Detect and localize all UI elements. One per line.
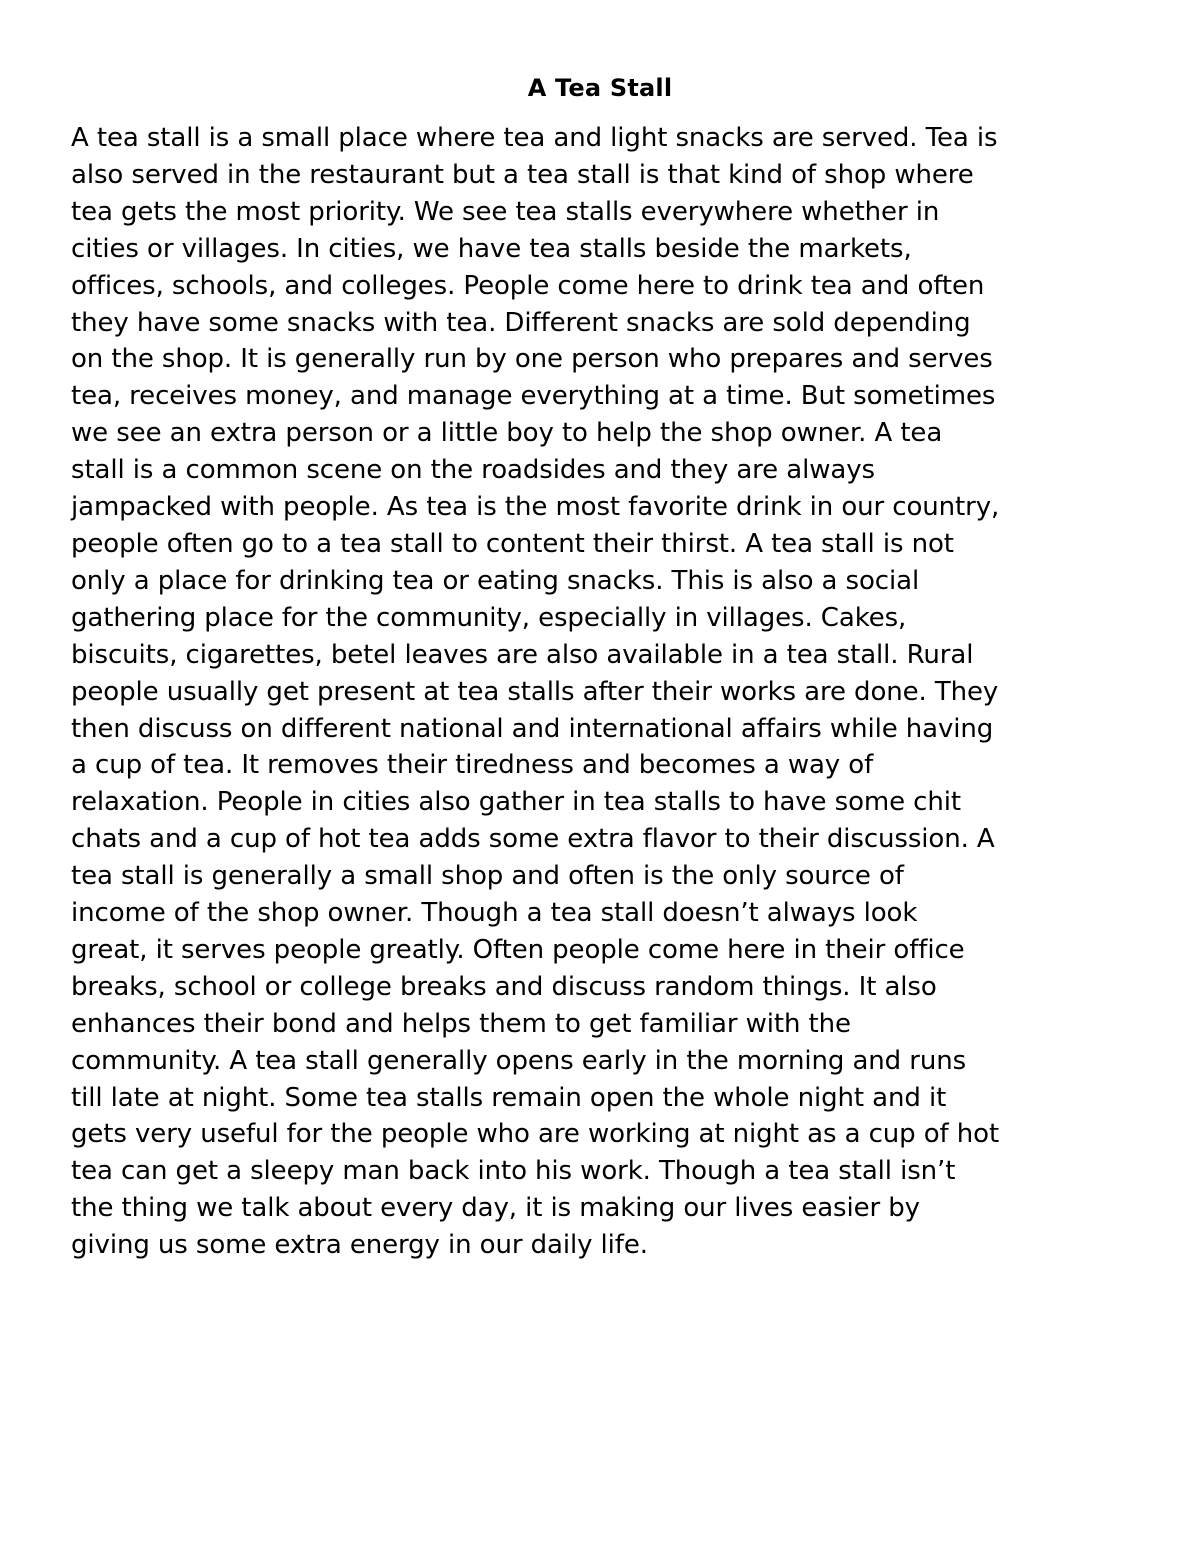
body-line: then discuss on different national and international affairs while having <box>71 713 994 744</box>
body-line: income of the shop owner. Though a tea stall doesn’t always look <box>71 898 918 929</box>
body-line: the thing we talk about every day, it is making our lives easier by <box>71 1193 920 1224</box>
body-line: we see an extra person or a little boy to help the shop owner. A tea <box>71 418 943 449</box>
document-body <box>71 120 1141 1264</box>
body-line: people often go to a tea stall to content their thirst. A tea stall is not <box>71 528 954 559</box>
body-line: on the shop. It is generally run by one person who prepares and serves <box>71 344 993 375</box>
body-line: biscuits, cigarettes, betel leaves are also available in a tea stall. Rural <box>71 639 974 670</box>
body-line: till late at night. Some tea stalls remain open the whole night and it <box>71 1082 947 1113</box>
body-line: stall is a common scene on the roadsides and they are always <box>71 455 875 486</box>
body-line: great, it serves people greatly. Often people come here in their office <box>71 934 965 965</box>
body-line: a cup of tea. It removes their tiredness and becomes a way of <box>71 750 874 781</box>
body-line: breaks, school or college breaks and discuss random things. It also <box>71 971 937 1002</box>
body-line: tea can get a sleepy man back into his work. Though a tea stall isn’t <box>71 1156 956 1187</box>
body-line: A tea stall is a small place where tea and light snacks are served. Tea is <box>71 123 998 153</box>
body-line: they have some snacks with tea. Different snacks are sold depending <box>71 307 971 338</box>
body-line: cities or villages. In cities, we have tea stalls beside the markets, <box>71 233 912 264</box>
body-line: tea, receives money, and manage everything at a time. But sometimes <box>71 381 996 412</box>
body-line: tea gets the most priority. We see tea stalls everywhere whether in <box>71 196 940 227</box>
body-line: gathering place for the community, especially in villages. Cakes, <box>71 602 907 633</box>
body-line: people usually get present at tea stalls after their works are done. They <box>71 676 999 707</box>
body-line: only a place for drinking tea or eating snacks. This is also a social <box>71 565 920 596</box>
body-line: community. A tea stall generally opens early in the morning and runs <box>71 1045 967 1076</box>
body-line: enhances their bond and helps them to get familiar with the <box>71 1008 851 1039</box>
body-line: relaxation. People in cities also gather in tea stalls to have some chit <box>71 787 961 818</box>
body-line: tea stall is generally a small shop and often is the only source of <box>71 861 904 892</box>
document-title: A Tea Stall <box>527 74 673 102</box>
body-line: also served in the restaurant but a tea stall is that kind of shop where <box>71 159 974 190</box>
body-line: offices, schools, and colleges. People come here to drink tea and often <box>71 270 985 301</box>
body-line: gets very useful for the people who are working at night as a cup of hot <box>71 1119 1000 1150</box>
body-line: chats and a cup of hot tea adds some extra flavor to their discussion. A <box>71 824 995 855</box>
body-line: giving us some extra energy in our daily life. <box>71 1230 648 1261</box>
body-line: jampacked with people. As tea is the most favorite drink in our country, <box>71 492 1000 523</box>
